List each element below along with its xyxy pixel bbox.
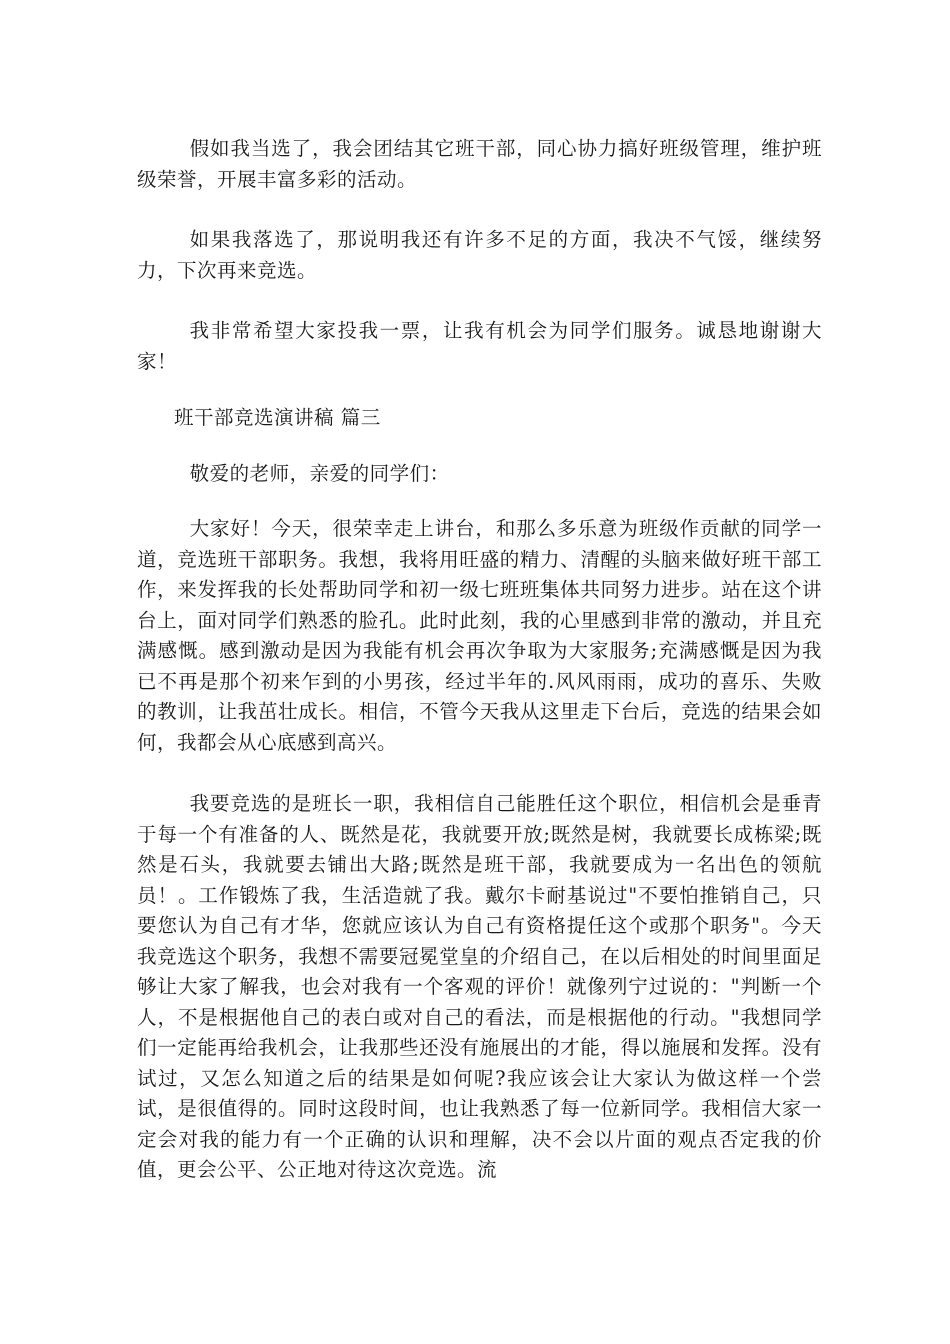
body-paragraph-monitor: 我要竞选的是班长一职，我相信自己能胜任这个职位，相信机会是垂青于每一个有准备的人、既然是花，我就要开放;既然是树，我就要长成栋梁;既然是石头，我就要去铺出大路;既然是班干部，我就要成为一名出色的领航员！。工作锻炼了我，生活造就了我。戴尔卡耐基说过"不要怕推销自己，只要您认为自己有才华，您就应该认为自己有资格提任这个或那个职务"。今天我竞选这个职务，我想不需要冠冕堂皇的介绍自己，在以后相处的时间里面足够让大家了解我，也会对我有一个客观的评价！就像列宁过说的："判断一个人，不是根据他自己的表白或对自己的看法，而是根据他的行动。"我想同学们一定能再给我机会，让我那些还没有施展出的才能，得以施展和发挥。没有试过，又怎么知道之后的结果是如何呢?我应该会让大家认为做这样一个尝试，是很值得的。同时这段时间，也让我熟悉了每一位新同学。我相信大家一定会对我的能力有一个正确的认识和理解，决不会以片面的观点否定我的价值，更会公平、公正地对待这次竞选。流 <box>137 792 822 1181</box>
greeting: 敬爱的老师，亲爱的同学们： <box>189 461 450 485</box>
section-heading: 班干部竞选演讲稿 篇三 <box>174 406 381 429</box>
paragraph-if-not-elected: 如果我落选了，那说明我还有许多不足的方面，我决不气馁，继续努力，下次再来竞选。 <box>137 228 822 282</box>
paragraph-vote-request: 我非常希望大家投我一票，让我有机会为同学们服务。诚恳地谢谢大家！ <box>137 319 822 373</box>
body-paragraph-intro: 大家好！今天，很荣幸走上讲台，和那么多乐意为班级作贡献的同学一道，竞选班干部职务。我想，我将用旺盛的精力、清醒的头脑来做好班干部工作，来发挥我的长处帮助同学和初一级七班班集体共同努力进步。站在这个讲台上，面对同学们熟悉的脸孔。此时此刻，我的心里感到非常的激动，并且充满感慨。感到激动是因为我能有机会再次争取为大家服务;充满感慨是因为我已不再是那个初来乍到的小男孩，经过半年的.风风雨雨，成功的喜乐、失败的教训，让我茁壮成长。相信，不管今天我从这里走下台后，竞选的结果会如何，我都会从心底感到高兴。 <box>137 517 822 754</box>
paragraph-if-elected: 假如我当选了，我会团结其它班干部，同心协力搞好班级管理，维护班级荣誉，开展丰富多彩的活动。 <box>137 137 822 191</box>
